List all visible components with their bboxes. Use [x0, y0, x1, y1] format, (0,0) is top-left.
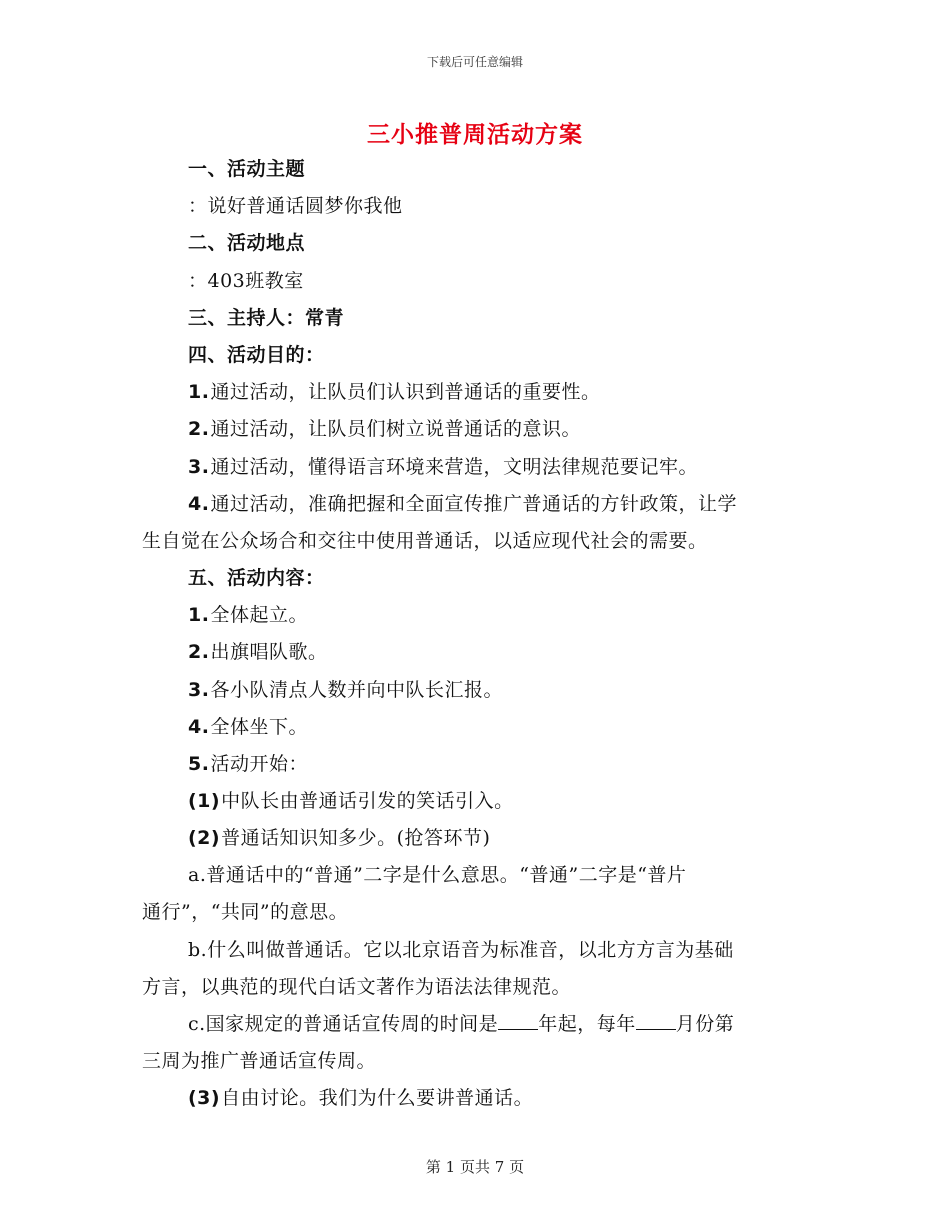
goal-number: 2. [188, 418, 210, 440]
question-a-line2: 通行”，“共同”的意思。 [142, 901, 349, 923]
question-b-line1: b.什么叫做普通话。它以北京语音为标准音，以北方方言为基础 [188, 939, 734, 961]
sub-item-text: 自由讨论。我们为什么要讲普通话。 [221, 1087, 534, 1109]
question-c-text-end: 月份第 [675, 1013, 735, 1035]
document-title: 三小推普周活动方案 [367, 121, 583, 148]
sub-item [188, 825, 490, 851]
goal-text: 通过活动，准确把握和全面宣传推广普通话的方针政策，让学 [210, 493, 737, 515]
sub-item [188, 788, 514, 814]
question-b-line2: 方言，以典范的现代白话文著作为语法法律规范。 [142, 976, 572, 998]
content-number: 5. [188, 753, 210, 775]
content-item [188, 602, 308, 628]
content-number: 4. [188, 716, 210, 738]
section-heading-goals: 四、活动目的： [188, 344, 325, 366]
sub-item-text: 普通话知识知多少。(抢答环节) [221, 827, 491, 849]
content-item [188, 714, 308, 740]
goal-item [188, 491, 737, 517]
question-c-line2: 三周为推广普通话宣传周。 [142, 1050, 377, 1072]
section-heading-location: 二、活动地点 [188, 232, 306, 254]
goal-item [188, 416, 581, 442]
goal-text: 通过活动，让队员们认识到普通话的重要性。 [210, 381, 601, 403]
goal-item [188, 379, 600, 405]
location-text: ：403班教室 [188, 270, 304, 292]
content-number: 2. [188, 641, 210, 663]
content-text: 各小队清点人数并向中队长汇报。 [210, 679, 503, 701]
section-heading-host: 三、主持人：常青 [188, 307, 345, 329]
sub-item-number: (1) [188, 790, 221, 812]
page-footer: 第 1 页共 7 页 [425, 1158, 525, 1176]
content-text: 全体起立。 [210, 604, 308, 626]
section-heading-theme: 一、活动主题 [188, 158, 306, 180]
goal-text: 通过活动，懂得语言环境来营造，文明法律规范要记牢。 [210, 456, 698, 478]
content-item [188, 751, 308, 777]
goal-item [188, 454, 698, 480]
fill-in-blank [498, 1011, 538, 1030]
theme-text: ：说好普通话圆梦你我他 [188, 195, 403, 217]
goal-number: 3. [188, 456, 210, 478]
question-a-line1: a.普通话中的“普通”二字是什么意思。“普通”二字是“普片 [188, 864, 687, 886]
goal-number: 1. [188, 381, 210, 403]
page-header: 下载后可任意编辑 [426, 55, 523, 69]
goal-text: 通过活动，让队员们树立说普通话的意识。 [210, 418, 581, 440]
content-number: 3. [188, 679, 210, 701]
content-number: 1. [188, 604, 210, 626]
content-text: 活动开始： [210, 753, 308, 775]
question-c-text-start: c.国家规定的普通话宣传周的时间是 [188, 1013, 499, 1035]
question-c-line1 [188, 1011, 734, 1037]
sub-item-number: (2) [188, 827, 221, 849]
section-heading-content: 五、活动内容： [188, 567, 325, 589]
content-text: 全体坐下。 [210, 716, 308, 738]
sub-item-number: (3) [188, 1087, 221, 1109]
goal-number: 4. [188, 493, 210, 515]
fill-in-blank [636, 1011, 676, 1030]
question-c-text-mid: 年起，每年 [538, 1013, 636, 1035]
sub-item-text: 中队长由普通话引发的笑话引入。 [221, 790, 514, 812]
content-text: 出旗唱队歌。 [210, 641, 328, 663]
goal-text-continued: 生自觉在公众场合和交往中使用普通话，以适应现代社会的需要。 [142, 530, 708, 552]
sub-item [188, 1085, 533, 1111]
content-item [188, 677, 503, 703]
content-item [188, 639, 327, 665]
